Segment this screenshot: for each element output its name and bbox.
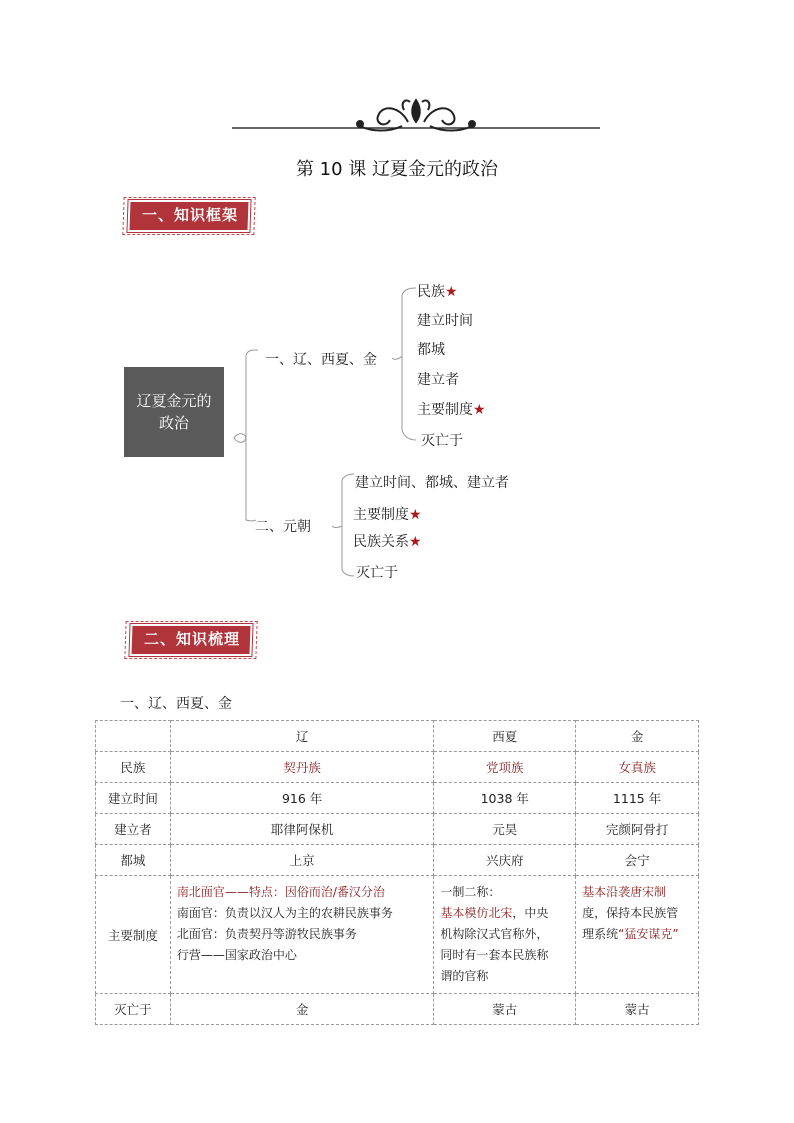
cell-liao — [170, 876, 434, 994]
row-label: 都城 — [96, 845, 171, 876]
root-line-2: 政治 — [158, 414, 189, 432]
branch-liao-xixia-jin: 一、辽、西夏、金 — [265, 352, 377, 368]
branch1-item: 都城 — [417, 342, 445, 358]
cell-liao: 上京 — [170, 845, 434, 876]
system-line: 北面官：负责契丹等游牧民族事务 — [176, 927, 357, 941]
section-banner-framework — [128, 196, 246, 232]
system-line: 基本沿袭唐宋制 — [582, 885, 667, 899]
branch2-item: 建立时间、都城、建立者 — [355, 475, 509, 491]
section-banner-label: 一、知识框架 — [142, 206, 239, 224]
header-cell: 西夏 — [434, 721, 576, 752]
table-heading: 一、辽、西夏、金 — [120, 696, 232, 712]
system-line: 南面官：负责以汉人为主的农耕民族事务 — [176, 906, 393, 920]
cell-liao: 金 — [170, 994, 434, 1025]
header-cell: 辽 — [170, 721, 434, 752]
cell-jin — [576, 876, 699, 994]
mind-map-root — [124, 367, 224, 457]
cell-xixia: 党项族 — [434, 752, 576, 783]
branch-yuan: 二、元朝 — [255, 519, 311, 535]
comparison-table — [95, 720, 699, 1025]
cell-jin: 会宁 — [576, 845, 699, 876]
branch1-item: 灭亡于 — [421, 433, 463, 449]
system-line: 基本模仿北宋，中央 — [440, 906, 549, 920]
branch1-item: 主要制度★ — [417, 402, 486, 418]
branch2-item: 主要制度★ — [353, 507, 422, 523]
table-row — [96, 994, 699, 1025]
row-label: 灭亡于 — [96, 994, 171, 1025]
row-label: 建立者 — [96, 814, 171, 845]
system-line: 度，保持本民族管 — [582, 906, 679, 920]
row-label: 民族 — [96, 752, 171, 783]
cell-xixia: 蒙古 — [434, 994, 576, 1025]
table-row-system — [96, 876, 699, 994]
section-banner-review — [130, 620, 248, 656]
header-cell: 金 — [576, 721, 699, 752]
branch1-item: 民族★ — [417, 284, 458, 300]
cell-liao: 契丹族 — [170, 752, 434, 783]
star-icon: ★ — [409, 507, 422, 523]
system-line: 理系统“猛安谋克” — [582, 927, 679, 941]
table-row — [96, 783, 699, 814]
row-label: 建立时间 — [96, 783, 171, 814]
table-row — [96, 752, 699, 783]
table-header-row — [96, 721, 699, 752]
star-icon: ★ — [409, 534, 422, 550]
star-icon: ★ — [445, 284, 458, 300]
branch2-item: 灭亡于 — [356, 565, 398, 581]
section-banner-label: 二、知识梳理 — [144, 630, 241, 648]
star-icon: ★ — [473, 402, 486, 418]
table-row — [96, 814, 699, 845]
page-title: 第 10 课 辽夏金元的政治 — [295, 159, 499, 180]
system-line: 同时有一套本民族称 — [440, 948, 549, 962]
branch1-item: 建立者 — [417, 372, 459, 388]
cell-jin: 女真族 — [576, 752, 699, 783]
cell-jin: 完颜阿骨打 — [576, 814, 699, 845]
cell-jin: 1115 年 — [576, 783, 699, 814]
knowledge-mind-map — [120, 270, 680, 600]
system-line: 一制二称： — [440, 885, 501, 899]
row-label: 主要制度 — [96, 876, 171, 994]
cell-xixia: 兴庆府 — [434, 845, 576, 876]
branch2-item: 民族关系★ — [353, 534, 422, 550]
cell-liao: 耶律阿保机 — [170, 814, 434, 845]
cell-liao: 916 年 — [170, 783, 434, 814]
header-cell — [96, 721, 171, 752]
cell-jin: 蒙古 — [576, 994, 699, 1025]
cell-xixia: 元昊 — [434, 814, 576, 845]
cell-xixia: 1038 年 — [434, 783, 576, 814]
cell-xixia — [434, 876, 576, 994]
title-ornament — [232, 92, 600, 136]
root-line-1: 辽夏金元的 — [136, 392, 212, 410]
system-line: 南北面官——特点：因俗而治/番汉分治 — [176, 885, 385, 899]
branch1-item: 建立时间 — [417, 313, 473, 329]
system-line: 谓的官称 — [440, 969, 489, 983]
table-row — [96, 845, 699, 876]
system-line: 机构除汉式官称外， — [440, 927, 549, 941]
system-line: 行营——国家政治中心 — [176, 948, 297, 962]
